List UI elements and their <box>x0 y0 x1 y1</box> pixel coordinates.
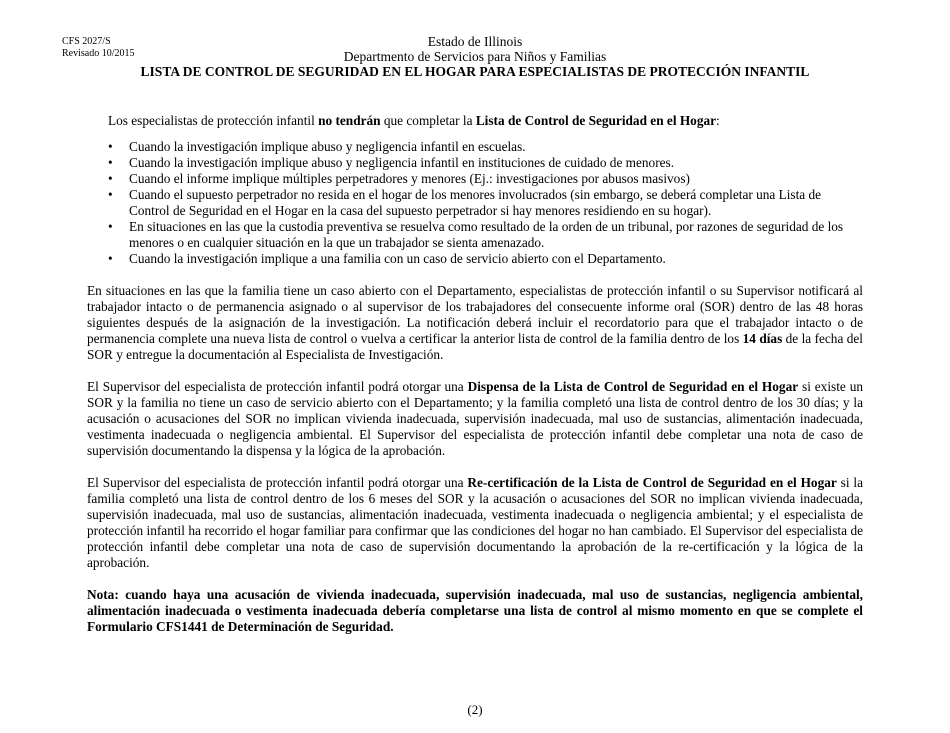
paragraph-checklist-recertification <box>87 475 863 571</box>
intro-text: : <box>716 113 720 128</box>
page-number: (2) <box>467 702 483 717</box>
intro-text: Los especialistas de protección infantil <box>108 113 319 128</box>
document-title: LISTA DE CONTROL DE SEGURIDAD EN EL HOGAR PARA ESPECIALISTAS DE PROTECCIÓN INFANTIL <box>140 64 810 79</box>
paragraph-text: de la fecha del SOR y entregue la documentación al Especialista de Investigación. <box>87 331 863 362</box>
list-item <box>87 155 863 171</box>
bullet-icon: • <box>108 171 113 186</box>
exemption-list <box>87 139 863 267</box>
paragraph-bold-14-days: 14 días <box>742 331 783 346</box>
list-item-text: Cuando el informe implique múltiples perpetradores y menores (Ej.: investigaciones por abusos masivos) <box>129 171 690 186</box>
list-item <box>87 219 863 251</box>
list-item <box>87 139 863 155</box>
document-header <box>0 34 950 80</box>
list-item-text: Cuando la investigación implique abuso y negligencia infantil en instituciones de cuidado de menores. <box>129 155 675 170</box>
list-item-text: Cuando el supuesto perpetrador no resida en el hogar de los menores involucrados (sin embargo, se deberá completar una Lista de Control de Seguridad en el Hogar en la casa del supuesto perpetrador si hay menores residiendo en su hogar). <box>129 187 822 218</box>
list-item <box>87 171 863 187</box>
paragraph-text: En situaciones en las que la familia tiene un caso abierto con el Departamento, especialistas de protección infantil o su Supervisor notificará al trabajador intacto o de permanencia asignado o al supervisor de los trabajadores del consecuente informe oral (SOR) dentro de las 48 horas siguientes después de la asignación de la investigación. La notificación deberá incluir el recordatorio para que el trabajador intacto o de permanencia complete una nueva lista de control o vuelva a certificar la anterior lista de control de la familia dentro de los <box>87 283 863 346</box>
form-number: CFS 2027/S <box>62 36 111 47</box>
bullet-icon: • <box>108 139 113 154</box>
paragraph-open-case-notification <box>87 283 863 363</box>
intro-text: que completar la <box>380 113 476 128</box>
list-item <box>87 251 863 267</box>
paragraph-text: si la familia completó una lista de control dentro de los 6 meses del SOR y la acusación o acusaciones del SOR no implican vivienda inadecuada, supervisión inadecuada, mal uso de sustancias, alimentación inadecuada, vestimenta inadecuada o negligencia ambiental; y el especialista de protección infantil ha recorrido el hogar familiar para confirmar que las condiciones del hogar no han cambiado. El Supervisor del especialista de protección infantil debe completar una nota de caso de supervisión documentando la aprobación de la re-certificación y la lógica de la aprobación. <box>87 475 863 570</box>
note-paragraph: Nota: cuando haya una acusación de vivienda inadecuada, supervisión inadecuada, mal uso de sustancias, negligencia ambiental, alimentación inadecuada o vestimenta inadecuada debería completarse una lista de control al mismo momento en que se complete el Formulario CFS1441 de Determinación de Seguridad. <box>87 587 863 634</box>
paragraph-text: El Supervisor del especialista de protección infantil podrá otorgar una <box>87 379 468 394</box>
paragraph-bold-recertification: Re-certificación de la Lista de Control de Seguridad en el Hogar <box>467 475 837 490</box>
paragraph-checklist-waiver <box>87 379 863 459</box>
bullet-icon: • <box>108 251 113 266</box>
department-name: Departmento de Servicios para Niños y Familias <box>343 49 607 64</box>
form-revision-date: Revisado 10/2015 <box>62 48 135 59</box>
intro-sentence <box>108 113 863 129</box>
state-name: Estado de Illinois <box>427 34 523 49</box>
list-item-text: Cuando la investigación implique a una familia con un caso de servicio abierto con el Departamento. <box>129 251 666 266</box>
paragraph-bold-waiver: Dispensa de la Lista de Control de Seguridad en el Hogar <box>467 379 799 394</box>
bullet-icon: • <box>108 187 113 202</box>
bullet-icon: • <box>108 155 113 170</box>
list-item-text: Cuando la investigación implique abuso y negligencia infantil en escuelas. <box>129 139 526 154</box>
document-body <box>87 113 863 635</box>
intro-bold-no-tendran: no tendrán <box>318 113 381 128</box>
paragraph-text: El Supervisor del especialista de protección infantil podrá otorgar una <box>87 475 468 490</box>
intro-bold-checklist-name: Lista de Control de Seguridad en el Hogar <box>475 113 717 128</box>
paragraph-text: si existe un SOR y la familia no tiene un caso de servicio abierto con el Departamento; y la familia completó una lista de control dentro de los 30 días; y la acusación o acusaciones del SOR no implican vivienda inadecuada, supervisión inadecuada, mal uso de sustancias, alimentación inadecuada, vestimenta inadecuada o negligencia ambiental. El Supervisor del especialista de protección infantil debe completar una nota de caso de supervisión documentando la dispensa y la lógica de la aprobación. <box>87 379 863 458</box>
bullet-icon: • <box>108 219 113 234</box>
list-item <box>87 187 863 219</box>
list-item-text: En situaciones en las que la custodia preventiva se resuelva como resultado de la orden de un tribunal, por razones de seguridad de los menores o en cualquier situación en la que un trabajador se sienta amenazado. <box>129 219 844 250</box>
